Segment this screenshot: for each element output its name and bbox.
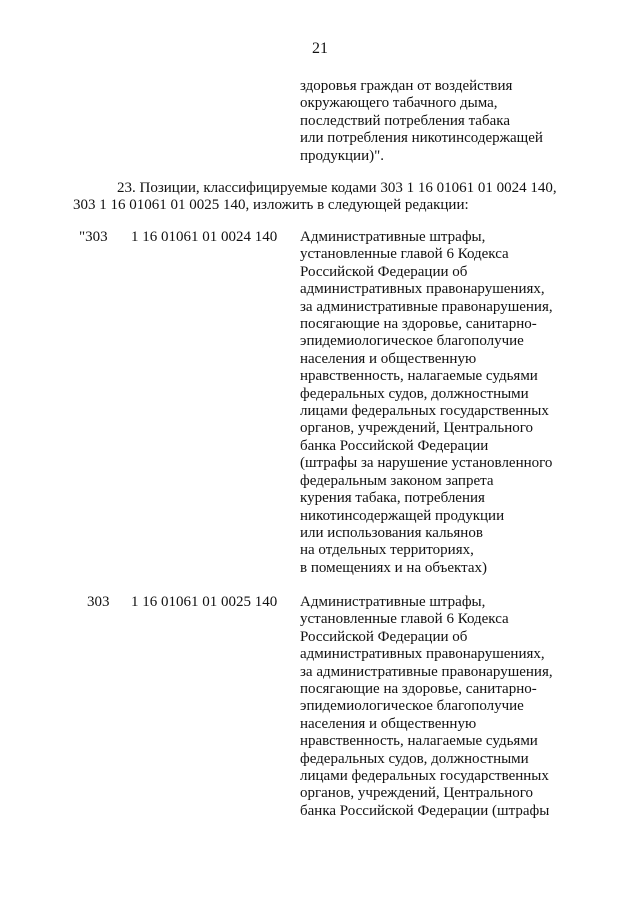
text-line: за административные правонарушения, [300,298,553,315]
text-line: здоровья граждан от воздействия [300,78,513,94]
text-line: или потребления никотинсодержащей [300,130,543,147]
text-line: нравственность, налагаемые судьями [300,368,538,385]
text-line: в помещениях и на объектах) [300,559,488,576]
text-line: окружающего табачного дыма, [300,95,498,112]
text-line: федеральным законом запрета [300,472,494,489]
text-line: федеральных судов, должностными [300,750,529,767]
text-line: эпидемиологическое благополучие [300,698,524,715]
text-line: никотинсодержащей продукции [300,507,505,524]
text-line: эпидемиологическое благополучие [300,333,524,350]
text-line: административных правонарушениях, [300,281,545,298]
text-line: банка Российской Федерации (штрафы [300,802,550,819]
text-line: населения и общественную [300,350,477,367]
text-line: установленные главой 6 Кодекса [300,246,509,263]
admin-code: "303 [79,229,108,245]
text-line: лицами федеральных государственных [300,768,549,785]
kbk-code: 1 16 01061 01 0024 140 [131,229,278,245]
text-line: Российской Федерации об [300,628,468,645]
text-line: на отдельных территориях, [300,542,474,559]
text-line: продукции)". [300,147,384,164]
text-line: органов, учреждений, Центрального [300,785,534,802]
text-line: органов, учреждений, Центрального [300,420,534,437]
text-line: административных правонарушениях, [300,646,545,663]
continuation-text [300,78,543,165]
text-line: федеральных судов, должностными [300,385,529,402]
text-line: банка Российской Федерации [300,437,489,454]
kbk-code: 1 16 01061 01 0025 140 [131,594,278,610]
text-line: посягающие на здоровье, санитарно- [300,316,537,333]
admin-code: 303 [87,594,110,610]
paragraph-23 [73,180,573,215]
text-line: 23. Позиции, классифицируемые кодами 303 1 16 01061 01 0024 140, [117,180,557,196]
text-line: (штрафы за нарушение установленного [300,455,553,472]
text-line: населения и общественную [300,715,477,732]
entry-description [300,594,553,820]
text-line: 303 1 16 01061 01 0025 140, изложить в следующей редакции: [73,197,469,214]
text-line: за административные правонарушения, [300,663,553,680]
text-line: нравственность, налагаемые судьями [300,733,538,750]
text-line: последствий потребления табака [300,112,510,129]
text-line: Административные штрафы, [300,229,486,245]
text-line: Административные штрафы, [300,594,486,610]
text-line: Российской Федерации об [300,263,468,280]
text-line: лицами федеральных государственных [300,403,549,420]
text-line: курения табака, потребления [300,490,485,507]
entry-description [300,229,553,577]
text-line: посягающие на здоровье, санитарно- [300,681,537,698]
text-line: установленные главой 6 Кодекса [300,611,509,628]
page-number: 21 [312,40,328,57]
text-line: или использования кальянов [300,524,483,541]
